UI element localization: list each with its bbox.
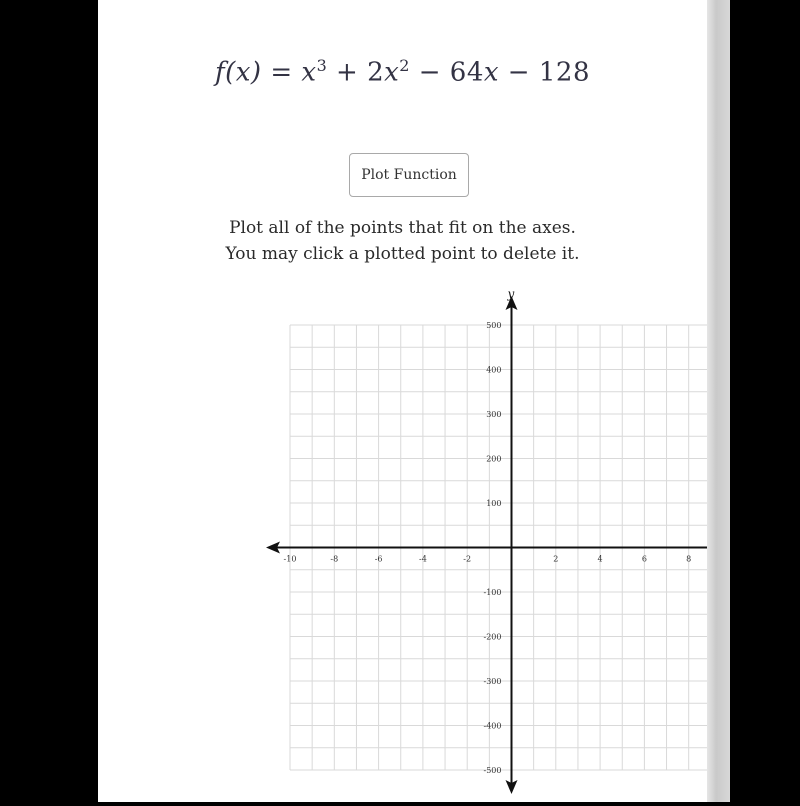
x-tick-label: -8: [330, 554, 339, 564]
problem-card: [98, 0, 707, 802]
y-tick-label: -100: [483, 588, 502, 597]
y-tick-label: -500: [483, 766, 502, 775]
formula-x-cubed: x: [301, 57, 317, 88]
y-tick-label: 500: [486, 321, 502, 330]
formula-x-squared: x: [384, 57, 400, 88]
x-tick-label: -4: [419, 554, 427, 564]
graph-area[interactable]: [258, 288, 778, 806]
left-frame: [0, 0, 98, 802]
x-tick-label: 4: [597, 554, 603, 564]
y-tick-label: -400: [483, 721, 502, 731]
card-edge: [707, 0, 730, 802]
y-tick-label: 400: [486, 365, 502, 375]
instruction-line-1: Plot all of the points that fit on the axes.: [229, 218, 576, 238]
function-formula: [98, 56, 707, 88]
formula-plus-2: + 2: [327, 57, 385, 88]
formula-minus-64: − 64: [409, 57, 484, 88]
y-tick-label: -200: [483, 632, 502, 642]
y-tick-label: 200: [486, 454, 502, 464]
plot-function-button[interactable]: Plot Function: [349, 153, 469, 197]
formula-x-linear: x: [483, 57, 500, 88]
x-tick-label: -10: [283, 554, 297, 564]
x-tick-label: -6: [374, 554, 383, 564]
x-tick-label: 8: [686, 554, 692, 564]
y-axis-label: y: [507, 288, 515, 301]
x-tick-label: 2: [553, 554, 559, 564]
formula-exponent-3: 3: [316, 56, 328, 75]
formula-exponent-2: 2: [399, 56, 410, 75]
instruction-line-2: You may click a plotted point to delete it.: [225, 244, 580, 264]
y-tick-label: -300: [483, 677, 502, 686]
y-tick-label: 300: [486, 410, 502, 419]
coordinate-plane[interactable]: [258, 288, 778, 802]
y-tick-label: 100: [486, 499, 502, 508]
x-tick-label: 6: [641, 554, 647, 564]
axes: [266, 288, 771, 794]
formula-fx: f(x) =: [215, 57, 302, 88]
x-tick-label: -2: [463, 554, 472, 564]
right-frame: [730, 0, 800, 802]
formula-minus-128: − 128: [499, 57, 590, 88]
instructions: [98, 215, 707, 267]
